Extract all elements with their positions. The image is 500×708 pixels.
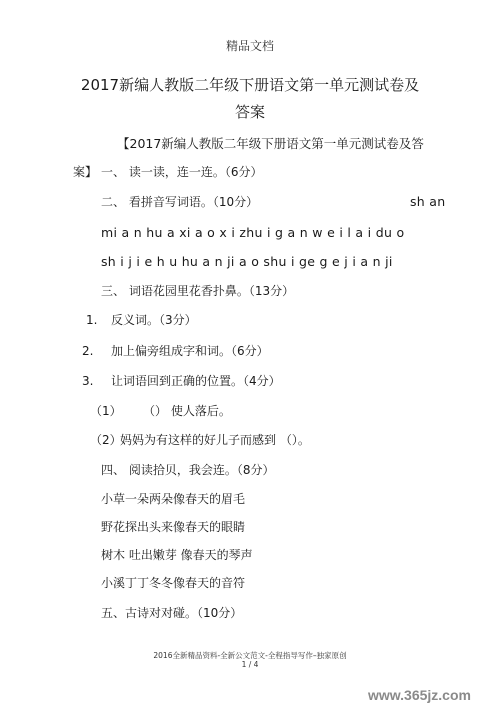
reading-line: 野花探出头来像春天的眼睛	[101, 520, 246, 534]
reading-line: 小溪丁丁冬冬像春天的音符	[101, 576, 246, 590]
sub-question-number: 2.	[82, 344, 94, 358]
question-1: 一、 读一读，连一连。（6分）	[101, 165, 263, 179]
question-5: 五、古诗对对碰。（10分）	[101, 606, 243, 620]
watermark: www.365jz.com	[368, 687, 471, 703]
item-number: （2）	[90, 433, 122, 447]
document-title: 2017新编人教版二年级下册语文第一单元测试卷及	[80, 76, 420, 94]
item-number: （1）	[90, 404, 122, 418]
sub-question-word-placement: 让词语回到正确的位置。（4分）	[111, 374, 281, 388]
sub-question-number: 1.	[86, 313, 98, 327]
pinyin-line-1: mi a n hu a xi a o x i zhu i g a n w e i l a i du o	[101, 225, 405, 240]
pinyin-line-2: sh i j i e h u hu a n ji a o shu i ge g e j i a n ji	[101, 254, 393, 269]
page-number: 1 / 4	[241, 660, 259, 669]
intro-line: 【2017新编人教版二年级下册语文第一单元测试卷及答	[117, 136, 424, 151]
sub-question-antonyms: 反义词。（3分）	[111, 313, 197, 327]
reading-line: 树木 吐出嫩芽 像春天的琴声	[101, 548, 253, 562]
page-header: 精品文档	[225, 39, 274, 53]
question-3: 三、 词语花园里花香扑鼻。（13分）	[101, 284, 295, 298]
item-text: （） 使人落后。	[143, 404, 231, 418]
reading-line: 小草一朵两朵像春天的眉毛	[101, 492, 246, 506]
page-footer: 2016全新精品资料-全新公文范文-全程指导写作–独家原创	[153, 651, 347, 660]
question-2: 二、 看拼音写词语。（10分）	[101, 195, 259, 209]
document-title-continued: 答案	[234, 103, 265, 121]
sub-question-number: 3.	[82, 374, 94, 388]
intro-line-end: 案】	[73, 165, 98, 179]
sub-question-radicals: 加上偏旁组成字和词。（6分）	[111, 344, 269, 358]
item-text: 妈妈为有这样的好儿子而感到 （）。	[120, 433, 310, 447]
pinyin-shan: sh an	[410, 194, 446, 209]
question-4: 四、 阅读拾贝，我会连。（8分）	[101, 463, 275, 477]
